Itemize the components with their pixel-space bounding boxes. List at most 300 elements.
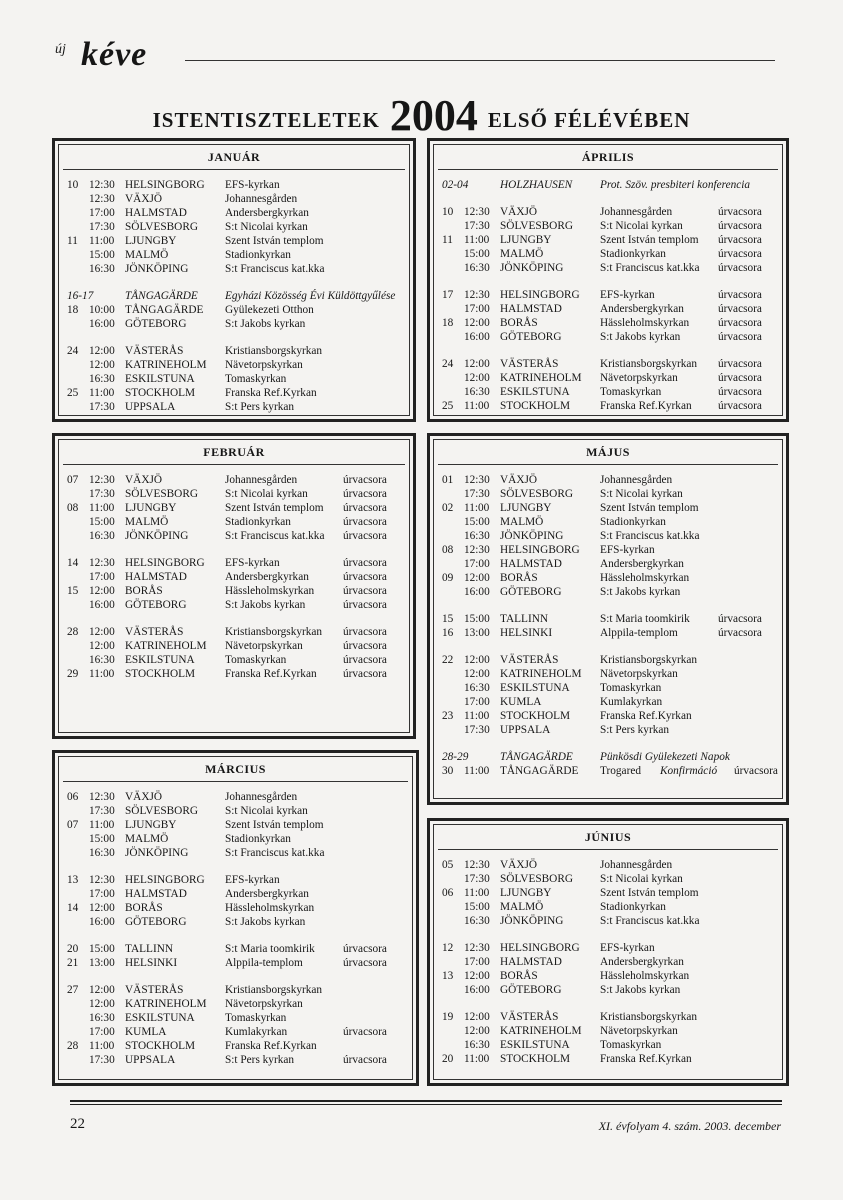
month-title-rule [63, 781, 408, 782]
page-number: 22 [70, 1116, 85, 1132]
row-time: 12:00 [464, 317, 490, 329]
row-communion: úrvacsora [343, 488, 387, 500]
schedule-row [434, 1038, 782, 1052]
schedule-row [59, 887, 412, 901]
row-time: 12:30 [464, 544, 490, 556]
row-city: VÄXJÖ [500, 474, 538, 486]
row-day: 11 [67, 235, 78, 247]
schedule-row [59, 846, 412, 860]
row-city: JÖNKÖPING [500, 530, 564, 542]
issue-info: XI. évfolyam 4. szám. 2003. december [598, 1119, 781, 1133]
row-day: 19 [442, 1011, 454, 1023]
schedule-row [434, 487, 782, 501]
title-post: ELSŐ FÉLÉVÉBEN [487, 108, 691, 132]
row-venue: S:t Pers kyrkan [225, 1054, 295, 1066]
row-time: 12:30 [464, 942, 490, 954]
row-time: 11:00 [464, 502, 490, 514]
row-venue: Egyházi Közösség Évi Küldöttgyűlése [225, 290, 396, 302]
row-venue: Andersbergkyrkan [600, 558, 684, 570]
schedule-row [59, 625, 409, 639]
row-city: VÄSTERÅS [500, 358, 559, 370]
month-title-rule [438, 464, 778, 465]
row-day: 20 [67, 943, 79, 955]
schedule-row [434, 695, 782, 709]
row-time: 12:00 [89, 585, 115, 597]
row-city: VÄXJÖ [125, 193, 163, 205]
row-communion: úrvacsora [343, 957, 387, 969]
row-city: SÖLVESBORG [500, 220, 574, 232]
row-venue: Szent István templom [225, 502, 324, 514]
row-communion: úrvacsora [343, 1026, 387, 1038]
row-city: HELSINGBORG [125, 179, 205, 191]
row-time: 10:00 [89, 304, 115, 316]
schedule-row [434, 653, 782, 667]
row-venue: Stadionkyrkan [600, 248, 666, 260]
schedule-row [59, 386, 409, 400]
row-city: BORÅS [500, 572, 538, 584]
row-day: 01 [442, 474, 454, 486]
schedule-row [59, 317, 409, 331]
schedule-row [434, 900, 782, 914]
title-year: 2004 [389, 91, 478, 140]
row-time: 17:30 [89, 401, 115, 413]
row-city: GÖTEBORG [125, 318, 187, 330]
month-title: MÁJUS [586, 445, 630, 459]
row-venue: EFS-kyrkan [225, 557, 280, 569]
row-city: TÅNGAGÄRDE [125, 290, 198, 302]
row-city: GÖTEBORG [500, 984, 562, 996]
row-time: 11:00 [464, 765, 490, 777]
schedule-row [434, 371, 782, 385]
row-venue: S:t Jakobs kyrkan [225, 599, 306, 611]
row-venue: Alppila-templom [225, 957, 303, 969]
row-day: 29 [67, 668, 79, 680]
row-communion: úrvacsora [718, 262, 762, 274]
row-venue: Stadionkyrkan [600, 901, 666, 913]
row-communion: úrvacsora [343, 571, 387, 583]
row-city: HALMSTAD [125, 571, 187, 583]
row-venue: Nävetorpskyrkan [225, 998, 303, 1010]
row-venue: S:t Franciscus kat.kka [600, 915, 700, 927]
row-city: UPPSALA [500, 724, 551, 736]
row-venue: S:t Franciscus kat.kka [225, 263, 325, 275]
row-city: HELSINGBORG [125, 874, 205, 886]
row-time: 12:00 [464, 654, 490, 666]
row-day: 13 [67, 874, 79, 886]
schedule-row [59, 529, 409, 543]
row-day: 08 [67, 502, 79, 514]
schedule-row [434, 385, 782, 399]
row-venue: S:t Nicolai kyrkan [225, 488, 308, 500]
schedule-row [434, 872, 782, 886]
row-venue: Tomaskyrkan [225, 654, 287, 666]
row-time: 16:30 [89, 1012, 115, 1024]
row-time: 16:30 [89, 263, 115, 275]
row-venue-note: Konfirmáció [660, 765, 718, 777]
row-time: 17:00 [89, 1026, 115, 1038]
row-venue: Pünkösdi Gyülekezeti Napok [600, 751, 730, 763]
row-city: ESKILSTUNA [125, 654, 195, 666]
row-time: 12:30 [89, 791, 115, 803]
row-day: 02-04 [442, 179, 469, 191]
row-venue: S:t Jakobs kyrkan [600, 331, 681, 343]
row-city: STOCKHOLM [500, 710, 571, 722]
schedule-row [434, 529, 782, 543]
row-venue: EFS-kyrkan [600, 289, 655, 301]
schedule-row [59, 262, 409, 276]
row-communion: úrvacsora [343, 668, 387, 680]
schedule-row [434, 205, 782, 219]
row-day: 15 [67, 585, 79, 597]
row-venue: Tomaskyrkan [225, 1012, 287, 1024]
footer-rule [70, 1100, 782, 1102]
row-day: 28-29 [442, 751, 469, 763]
schedule-row [434, 667, 782, 681]
row-communion: úrvacsora [343, 1054, 387, 1066]
row-venue: S:t Nicolai kyrkan [225, 805, 308, 817]
row-city: STOCKHOLM [500, 1053, 571, 1065]
schedule-row [59, 206, 409, 220]
row-venue: Stadionkyrkan [225, 516, 291, 528]
row-time: 16:00 [464, 331, 490, 343]
row-venue: Andersbergkyrkan [600, 303, 684, 315]
row-communion: úrvacsora [718, 358, 762, 370]
schedule-row [59, 289, 409, 303]
schedule-row [59, 192, 409, 206]
row-venue: Gyülekezeti Otthon [225, 304, 314, 316]
schedule-row [434, 585, 782, 599]
row-city: LJUNGBY [500, 234, 552, 246]
row-city: SÖLVESBORG [125, 488, 199, 500]
row-venue: S:t Franciscus kat.kka [600, 530, 700, 542]
row-city: MALMÖ [500, 248, 544, 260]
schedule-row [434, 543, 782, 557]
row-communion: úrvacsora [718, 400, 762, 412]
row-communion: úrvacsora [718, 248, 762, 260]
month-box-aprilis [427, 138, 789, 422]
row-city: KATRINEHOLM [125, 359, 207, 371]
row-venue: Franska Ref.Kyrkan [225, 668, 317, 680]
row-city: JÖNKÖPING [500, 915, 564, 927]
schedule-row [434, 764, 782, 778]
row-time: 17:30 [89, 1054, 115, 1066]
schedule-row [434, 473, 782, 487]
row-venue: Hässleholmskyrkan [225, 585, 315, 597]
row-day: 20 [442, 1053, 454, 1065]
schedule-row [434, 302, 782, 316]
month-title: FEBRUÁR [203, 445, 265, 459]
row-time: 12:30 [89, 193, 115, 205]
row-city: HALMSTAD [500, 558, 562, 570]
schedule-row [59, 832, 412, 846]
schedule-row [434, 247, 782, 261]
row-city: HELSINKI [500, 627, 553, 639]
row-venue: Andersbergkyrkan [225, 571, 309, 583]
row-day: 23 [442, 710, 454, 722]
row-time: 12:00 [89, 998, 115, 1010]
row-time: 16:00 [89, 599, 115, 611]
row-day: 12 [442, 942, 454, 954]
row-time: 15:00 [464, 248, 490, 260]
row-city: BORÅS [500, 317, 538, 329]
row-venue: Hässleholmskyrkan [600, 317, 690, 329]
row-city: ESKILSTUNA [125, 1012, 195, 1024]
row-venue: Andersbergkyrkan [600, 956, 684, 968]
row-time: 13:00 [89, 957, 115, 969]
row-day: 24 [442, 358, 454, 370]
row-venue: S:t Maria toomkirik [600, 613, 690, 625]
month-title: JÚNIUS [584, 830, 632, 844]
row-day: 09 [442, 572, 454, 584]
row-time: 11:00 [89, 502, 115, 514]
row-communion: úrvacsora [343, 654, 387, 666]
schedule-row [59, 556, 409, 570]
row-venue: Tomaskyrkan [600, 1039, 662, 1051]
schedule-row [434, 886, 782, 900]
schedule-row [59, 901, 412, 915]
month-box-marcius [52, 750, 419, 1086]
row-day: 27 [67, 984, 79, 996]
schedule-row [434, 357, 782, 371]
row-time: 16:00 [89, 916, 115, 928]
row-venue: S:t Jakobs kyrkan [225, 916, 306, 928]
row-city: HELSINGBORG [500, 942, 580, 954]
month-box-februar [52, 433, 416, 739]
schedule-row [434, 941, 782, 955]
row-day: 06 [67, 791, 79, 803]
schedule-row [434, 1052, 782, 1066]
row-city: HELSINGBORG [125, 557, 205, 569]
row-time: 16:30 [464, 1039, 490, 1051]
schedule-row [434, 557, 782, 571]
row-day: 28 [67, 626, 79, 638]
row-day: 15 [442, 613, 454, 625]
row-city: HOLZHAUSEN [500, 179, 573, 191]
month-box-frame [58, 756, 413, 1080]
row-venue: Kumlakyrkan [225, 1026, 288, 1038]
schedule-row [59, 1039, 412, 1053]
row-communion: úrvacsora [734, 765, 778, 777]
row-venue: Franska Ref.Kyrkan [600, 710, 692, 722]
logo-small-text: új [55, 42, 66, 57]
row-day: 25 [442, 400, 454, 412]
row-venue: Kristiansborgskyrkan [225, 984, 323, 996]
row-time: 12:30 [89, 474, 115, 486]
row-time: 12:30 [464, 206, 490, 218]
month-box-majus [427, 433, 789, 805]
row-time: 17:00 [464, 696, 490, 708]
row-communion: úrvacsora [343, 599, 387, 611]
schedule-row [59, 653, 409, 667]
schedule-row [59, 818, 412, 832]
row-communion: úrvacsora [343, 557, 387, 569]
row-city: MALMÖ [125, 516, 169, 528]
row-city: KUMLA [500, 696, 542, 708]
row-city: STOCKHOLM [125, 1040, 196, 1052]
row-time: 12:30 [89, 557, 115, 569]
row-city: GÖTEBORG [125, 599, 187, 611]
row-day: 17 [442, 289, 454, 301]
row-communion: úrvacsora [718, 234, 762, 246]
row-venue: Kristiansborgskyrkan [225, 626, 323, 638]
row-communion: úrvacsora [718, 220, 762, 232]
row-city: SÖLVESBORG [125, 221, 199, 233]
schedule-row [59, 234, 409, 248]
row-city: STOCKHOLM [125, 387, 196, 399]
schedule-row [59, 983, 412, 997]
row-city: LJUNGBY [125, 235, 177, 247]
schedule-row [59, 942, 412, 956]
schedule-row [59, 487, 409, 501]
schedule-row [59, 790, 412, 804]
row-city: VÄSTERÅS [125, 626, 184, 638]
row-venue: Hässleholmskyrkan [225, 902, 315, 914]
row-communion: úrvacsora [718, 613, 762, 625]
row-time: 12:00 [464, 372, 490, 384]
row-venue: Prot. Szöv. presbiteri konferencia [600, 179, 751, 191]
row-time: 12:00 [89, 626, 115, 638]
month-box-frame [58, 439, 410, 733]
schedule-row [59, 598, 409, 612]
row-venue: Johannesgården [600, 206, 673, 218]
row-time: 15:00 [464, 901, 490, 913]
row-time: 16:30 [464, 915, 490, 927]
row-city: TÅNGAGÄRDE [500, 751, 573, 763]
row-communion: úrvacsora [343, 585, 387, 597]
row-time: 17:00 [464, 558, 490, 570]
row-time: 12:00 [89, 359, 115, 371]
schedule-row [434, 571, 782, 585]
row-time: 17:30 [464, 488, 490, 500]
schedule-row [59, 1025, 412, 1039]
row-venue: S:t Jakobs kyrkan [225, 318, 306, 330]
row-time: 13:00 [464, 627, 490, 639]
month-title: ÁPRILIS [581, 150, 635, 164]
row-venue: Szent István templom [225, 235, 324, 247]
schedule-row [434, 681, 782, 695]
row-city: MALMÖ [500, 901, 544, 913]
row-time: 12:00 [89, 984, 115, 996]
row-day: 08 [442, 544, 454, 556]
schedule-row [434, 399, 782, 413]
row-communion: úrvacsora [343, 502, 387, 514]
row-city: JÖNKÖPING [125, 847, 189, 859]
row-city: LJUNGBY [125, 819, 177, 831]
row-city: LJUNGBY [500, 502, 552, 514]
row-city: SÖLVESBORG [500, 488, 574, 500]
row-venue: Kumlakyrkan [600, 696, 663, 708]
schedule-row [434, 983, 782, 997]
row-venue: Johannesgården [225, 791, 298, 803]
row-day: 11 [442, 234, 453, 246]
row-city: TÅNGAGÄRDE [125, 304, 204, 316]
row-city: STOCKHOLM [500, 400, 571, 412]
row-time: 17:00 [89, 888, 115, 900]
schedule-row [59, 873, 412, 887]
row-time: 17:00 [464, 303, 490, 315]
row-city: GÖTEBORG [125, 916, 187, 928]
row-city: HALMSTAD [125, 207, 187, 219]
schedule-row [434, 1010, 782, 1024]
row-day: 14 [67, 902, 79, 914]
schedule-row [434, 261, 782, 275]
schedule-row [59, 515, 409, 529]
row-communion: úrvacsora [718, 303, 762, 315]
row-time: 12:30 [464, 474, 490, 486]
row-venue: Tomaskyrkan [225, 373, 287, 385]
logo-main-text: kéve [81, 36, 148, 73]
row-city: TALLINN [125, 943, 174, 955]
schedule-row [434, 723, 782, 737]
row-time: 16:30 [89, 373, 115, 385]
row-venue: Kristiansborgskyrkan [600, 358, 698, 370]
row-city: KATRINEHOLM [125, 640, 207, 652]
row-city: HALMSTAD [125, 888, 187, 900]
row-time: 11:00 [464, 710, 490, 722]
row-venue: Kristiansborgskyrkan [600, 1011, 698, 1023]
schedule-row [434, 288, 782, 302]
schedule-row [434, 955, 782, 969]
row-time: 12:00 [89, 902, 115, 914]
schedule-row [59, 303, 409, 317]
row-day: 16 [442, 627, 454, 639]
schedule-row [59, 915, 412, 929]
row-venue: Szent István templom [600, 887, 699, 899]
header-rule [185, 60, 775, 61]
schedule-row [434, 330, 782, 344]
row-time: 17:30 [89, 221, 115, 233]
row-communion: úrvacsora [343, 640, 387, 652]
row-city: LJUNGBY [500, 887, 552, 899]
row-day: 24 [67, 345, 79, 357]
row-day: 21 [67, 957, 79, 969]
row-time: 17:00 [89, 207, 115, 219]
row-time: 12:30 [464, 859, 490, 871]
schedule-row [434, 612, 782, 626]
row-venue: Franska Ref.Kyrkan [600, 400, 692, 412]
month-box-frame [58, 144, 410, 416]
row-time: 11:00 [89, 819, 115, 831]
row-time: 12:00 [89, 345, 115, 357]
month-box-frame [433, 439, 783, 799]
row-city: VÄXJÖ [125, 791, 163, 803]
row-venue: Stadionkyrkan [225, 833, 291, 845]
row-city: ESKILSTUNA [125, 373, 195, 385]
schedule-row [434, 233, 782, 247]
schedule-row [434, 178, 782, 192]
row-city: VÄXJÖ [500, 206, 538, 218]
row-venue: Szent István templom [600, 502, 699, 514]
row-time: 12:30 [464, 289, 490, 301]
row-venue: Franska Ref.Kyrkan [225, 1040, 317, 1052]
row-city: HELSINKI [125, 957, 178, 969]
logo [55, 38, 255, 78]
row-venue: Tomaskyrkan [600, 682, 662, 694]
row-time: 15:00 [89, 833, 115, 845]
row-day: 30 [442, 765, 454, 777]
schedule-row [59, 220, 409, 234]
row-venue: Johannesgården [600, 859, 673, 871]
row-time: 11:00 [464, 400, 490, 412]
row-communion: úrvacsora [718, 372, 762, 384]
row-city: HELSINGBORG [500, 289, 580, 301]
row-city: VÄSTERÅS [500, 654, 559, 666]
row-city: BORÅS [125, 585, 163, 597]
row-venue: EFS-kyrkan [225, 179, 280, 191]
schedule-row [59, 344, 409, 358]
row-time: 17:30 [89, 488, 115, 500]
schedule-row [59, 400, 409, 414]
